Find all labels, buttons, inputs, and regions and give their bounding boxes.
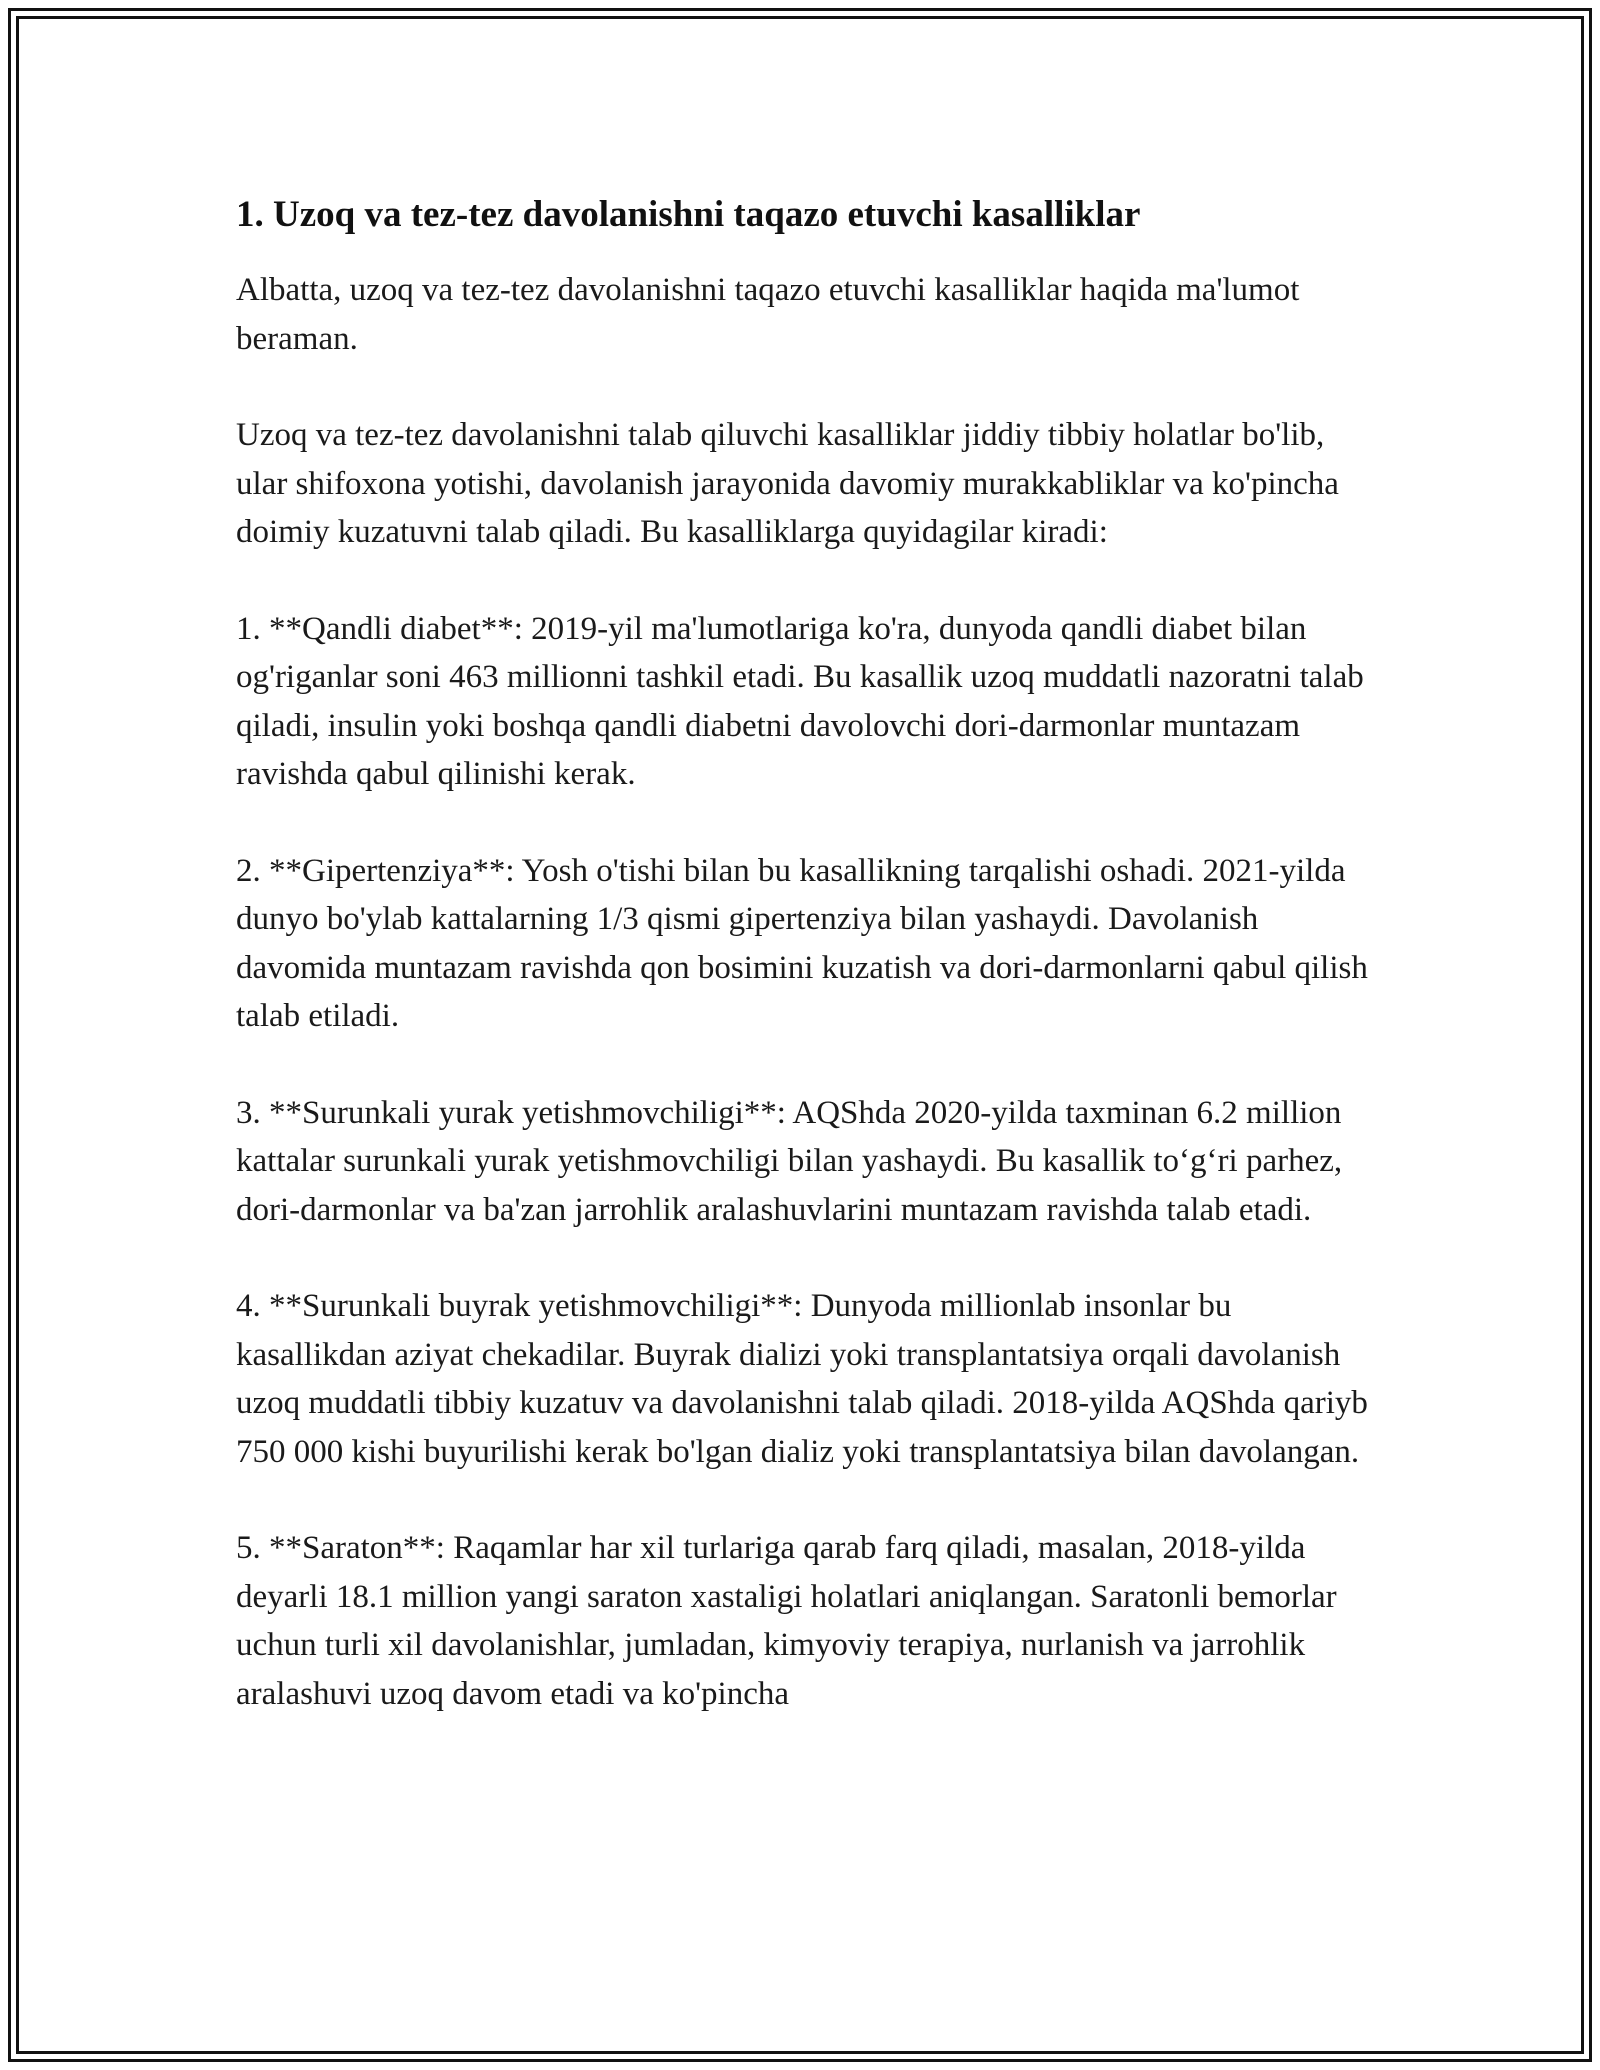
overview-paragraph: Uzoq va tez-tez davolanishni talab qiluvchi kasalliklar jiddiy tibbiy holatlar bo'lib, ular shifoxona yotishi, davolanish jarayonida davomiy murakkabliklar va ko'pincha doimiy kuzatuvni talab qiladi. Bu kasalliklarga quyidagilar kiradi: bbox=[236, 417, 1339, 550]
list-item-cancer: 5. **Saraton**: Raqamlar har xil turlariga qarab farq qiladi, masalan, 2018-yilda deyarli 18.1 million yangi saraton xastaligi holatlari aniqlangan. Saratonli bemorlar uchun turli xil davolanishlar, jumladan, kimyoviy terapiya, nurlanish va jarrohlik aralashuvi uzoq davom etadi va ko'pincha bbox=[236, 1530, 1337, 1712]
list-item-diabetes: 1. **Qandli diabet**: 2019-yil ma'lumotlariga ko'ra, dunyoda qandli diabet bilan og'riganlar soni 463 millionni tashkil etadi. Bu kasallik uzoq muddatli nazoratni talab qiladi, insulin yoki boshqa qandli diabetni davolovchi dori-darmonlar muntazam ravishda qabul qilinishi kerak. bbox=[236, 610, 1364, 792]
document-title: 1. Uzoq va tez-tez davolanishni taqazo etuvchi kasalliklar bbox=[236, 194, 1141, 235]
document-body bbox=[236, 186, 1376, 1766]
list-item-kidney-failure: 4. **Surunkali buyrak yetishmovchiligi**: Dunyoda millionlab insonlar bu kasallikdan aziyat chekadilar. Buyrak dializi yoki transplantatsiya orqali davolanish uzoq muddatli tibbiy kuzatuv va davolanishni talab qiladi. 2018-yilda AQShda qariyb 750 000 kishi buyurilishi kerak bo'lgan dializ yoki transplantatsiya bilan davolangan. bbox=[236, 1288, 1368, 1470]
list-item-hypertension: 2. **Gipertenziya**: Yosh o'tishi bilan bu kasallikning tarqalishi oshadi. 2021-yilda dunyo bo'ylab kattalarning 1/3 qismi gipertenziya bilan yashaydi. Davolanish davomida muntazam ravishda qon bosimini kuzatish va dori-darmonlarni qabul qilish talab etiladi. bbox=[236, 852, 1368, 1034]
intro-paragraph: Albatta, uzoq va tez-tez davolanishni taqazo etuvchi kasalliklar haqida ma'lumot beraman. bbox=[236, 272, 1300, 357]
list-item-heart-failure: 3. **Surunkali yurak yetishmovchiligi**: AQShda 2020-yilda taxminan 6.2 million kattalar surunkali yurak yetishmovchiligi bilan yashaydi. Bu kasallik to‘g‘ri parhez, dori-darmonlar va ba'zan jarrohlik aralashuvlarini muntazam ravishda talab etadi. bbox=[236, 1094, 1343, 1228]
